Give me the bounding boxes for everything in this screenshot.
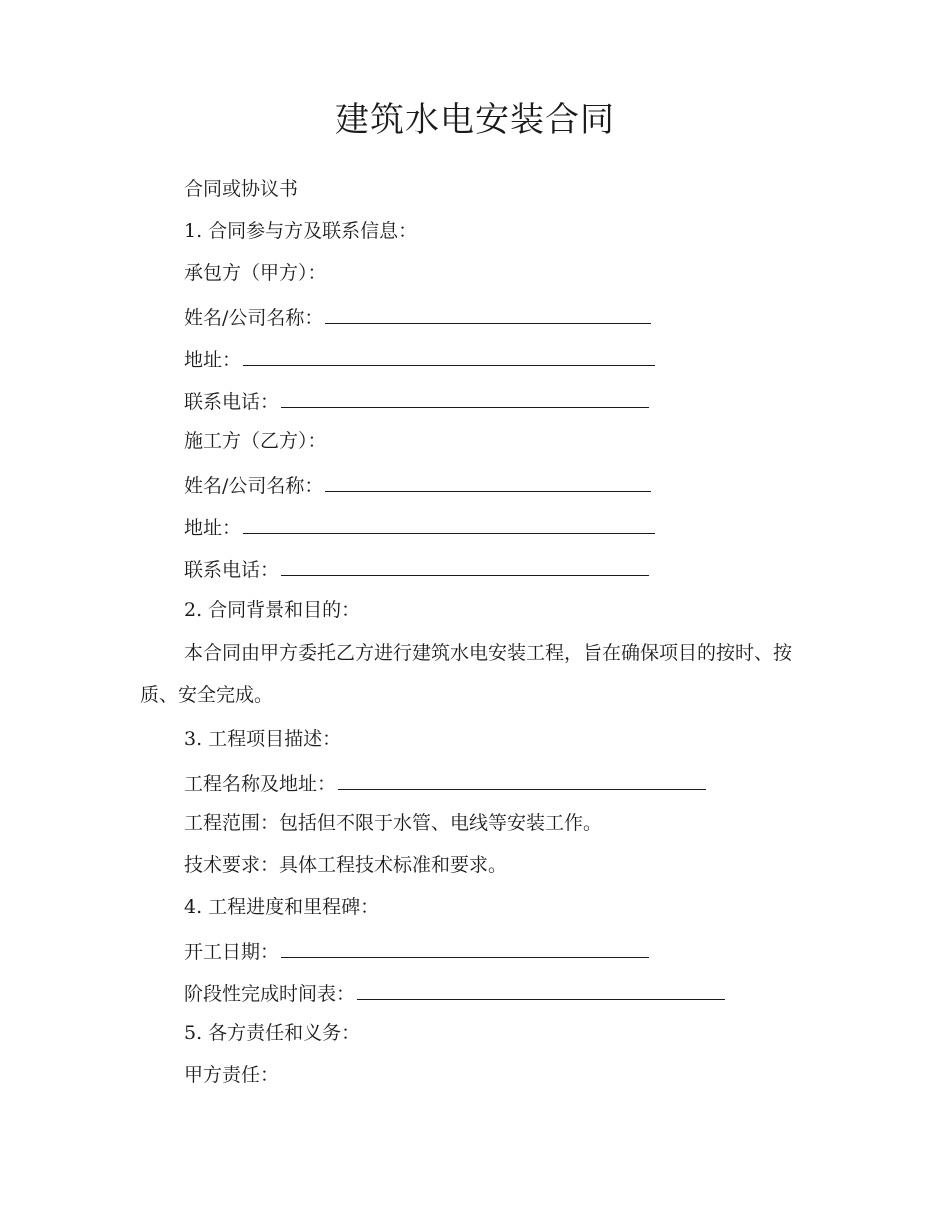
party-b-address-row <box>184 511 655 542</box>
section4-heading: 4. 工程进度和里程碑： <box>184 896 380 918</box>
section2-heading: 2. 合同背景和目的： <box>184 599 361 621</box>
party-b-label: 施工方（乙方）： <box>184 430 327 452</box>
party-a-address-field[interactable] <box>243 343 655 366</box>
schedule-field[interactable] <box>357 977 725 1000</box>
party-a-address-row <box>184 343 655 374</box>
project-scope: 工程范围：包括但不限于水管、电线等安装工作。 <box>184 812 603 834</box>
section2-body: 本合同由甲方委托乙方进行建筑水电安装工程，旨在确保项目的按时、按质、安全完成。 <box>140 642 793 706</box>
party-b-name-label: 姓名/公司名称： <box>184 475 324 497</box>
project-name-row <box>184 767 706 798</box>
party-a-address-label: 地址： <box>184 349 242 371</box>
party-a-phone-row <box>184 385 649 416</box>
party-b-name-field[interactable] <box>325 469 651 492</box>
document-title: 建筑水电安装合同 <box>335 100 615 140</box>
project-tech-requirements: 技术要求：具体工程技术标准和要求。 <box>184 854 508 876</box>
party-a-name-label: 姓名/公司名称： <box>184 307 324 329</box>
party-a-name-field[interactable] <box>325 301 651 324</box>
schedule-label: 阶段性完成时间表： <box>184 983 356 1005</box>
party-b-address-field[interactable] <box>243 511 655 534</box>
party-b-address-label: 地址： <box>184 517 242 539</box>
project-name-field[interactable] <box>338 767 706 790</box>
party-b-phone-label: 联系电话： <box>184 559 280 581</box>
start-date-row <box>184 935 649 966</box>
project-name-label: 工程名称及地址： <box>184 773 337 795</box>
party-b-name-row <box>184 469 651 500</box>
document-subtitle: 合同或协议书 <box>184 178 299 200</box>
section1-heading: 1. 合同参与方及联系信息： <box>184 220 418 242</box>
party-b-phone-row <box>184 553 649 584</box>
start-date-label: 开工日期： <box>184 941 280 963</box>
schedule-row <box>184 977 725 1008</box>
section3-heading: 3. 工程项目描述： <box>184 728 342 750</box>
start-date-field[interactable] <box>281 935 649 958</box>
party-a-phone-label: 联系电话： <box>184 391 280 413</box>
section5-heading: 5. 各方责任和义务： <box>184 1022 361 1044</box>
party-b-phone-field[interactable] <box>281 553 649 576</box>
party-a-duty-label: 甲方责任： <box>184 1064 280 1086</box>
party-a-label: 承包方（甲方）： <box>184 262 327 284</box>
party-a-name-row <box>184 301 651 332</box>
party-a-phone-field[interactable] <box>281 385 649 408</box>
